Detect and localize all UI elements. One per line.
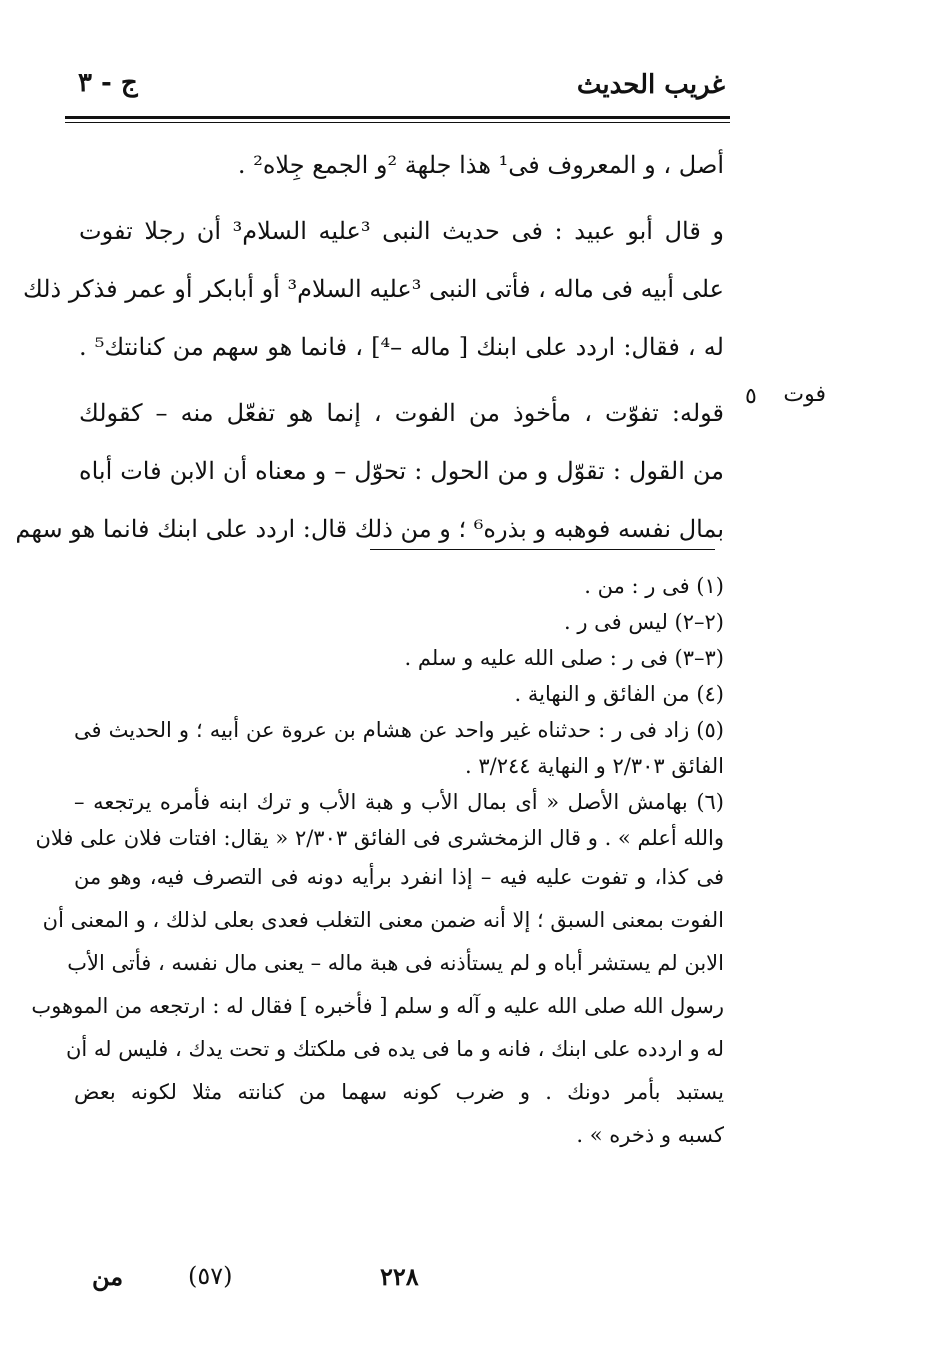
footnote: (٦) بهامش الأصل « أى بمال الأب و هبة الأب و ترك ابنه فأمره يرتجعه – [74, 790, 724, 814]
footnote-continued: الفائق ٢/٣٠٣ و النهاية ٣/٢٤٤ . [465, 754, 724, 778]
footnote-continued: رسول الله صلى الله عليه و آله و سلم [ فأخبره ] فقال له : ارتجعه من الموهوب [31, 994, 724, 1018]
text-line: قوله: تفوّت ، مأخوذ من الفوت ، إنما هو تفعّل منه – كقولك [79, 399, 724, 427]
footnote: (١) فى ر : من . [584, 574, 724, 598]
footnote-continued: الابن لم يستشر أباه و لم يستأذنه فى هبة ماله – يعنى مال نفسه ، فأتى الأب [67, 951, 724, 975]
margin-line-number: ٥ [745, 384, 757, 409]
text-line: و قال أبو عبيد : فى حديث النبى ³عليه السلام³ أن رجلا تفوت [79, 217, 724, 245]
text-line: بمال نفسه فوهبه و بذره⁶ ؛ و من ذلك قال: اردد على ابنك فانما هو سهم [15, 515, 724, 543]
footnote-continued: والله أعلم » . و قال الزمخشرى فى الفائق ٢/٣٠٣ « يقال: افتات فلان على فلان [35, 826, 724, 850]
margin-root-word: فوت [783, 382, 826, 407]
footnote-continued: يستبد بأمر دونك . و ضرب كونه سهما من كنانته مثلا لكونه بعض [74, 1080, 724, 1104]
text-line: من القول : تقوّل و من الحول : تحوّل – و معناه أن الابن فات أباه [79, 457, 724, 485]
footnote-continued: كسبه و ذخره » . [576, 1123, 724, 1147]
header-rule-thin [65, 122, 730, 123]
footnote-continued: الفوت بمعنى السبق ؛ إلا أنه ضمن معنى التغلب فعدى بعلى لذلك ، و المعنى أن [42, 908, 724, 932]
footnote-rule [370, 549, 715, 550]
running-title: غريب الحديث [576, 70, 725, 100]
footnote-continued: له و اردده على ابنك ، فانه و ما فى يده فى ملكتك و تحت يدك ، فليس له أن [65, 1037, 724, 1061]
text-line: على أبيه فى ماله ، فأتى النبى ³عليه السلام³ أو أبابكر أو عمر فذكر ذلك [23, 275, 724, 303]
catchword: من [92, 1262, 124, 1291]
main-text [15, 136, 724, 558]
text-line: أصل ، و المعروف فى¹ هذا جلهة ²و الجمع جِلاه² . [237, 151, 724, 179]
footnote: (٥) زاد فى ر : حدثناه غير واحد عن هشام بن عروة عن أبيه ؛ و الحديث فى [74, 718, 724, 742]
footnote-continued: فى كذا، و تفوت عليه فيه – إذا انفرد برأيه دونه فى التصرف فيه، وهو من [74, 865, 724, 889]
text-line: له ، فقال: اردد على ابنك [ ماله –⁴] ، فانما هو سهم من كنانتك⁵ . [79, 333, 724, 361]
page-number: ٢٢٨ [380, 1262, 419, 1291]
signature-mark: (٥٧) [188, 1262, 233, 1290]
volume-number: ج - ٣ [78, 68, 138, 98]
footnote: (٣–٣) فى ر : صلى الله عليه و سلم . [404, 646, 724, 670]
footnotes [31, 568, 724, 1157]
footnote: (٤) من الفائق و النهاية . [514, 682, 724, 706]
header-rule-thick [65, 116, 730, 119]
footnote: (٢–٢) ليس فى ر . [563, 610, 724, 634]
